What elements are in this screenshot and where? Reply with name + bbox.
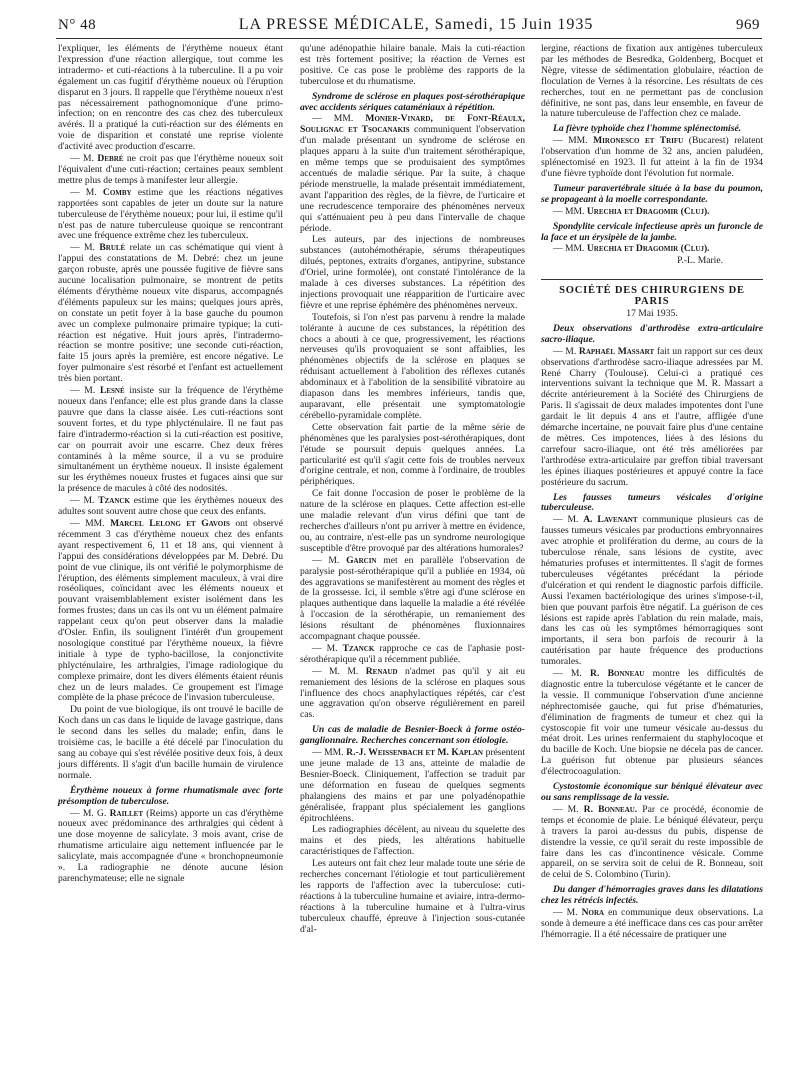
paragraph: — M. Comby estime que les réactions négatives rapportées sont capables de jeter un doute sur la nature tuberculeuse de l'érythème noueux; pour lui, il estime qu'il n'est pas de nature tuberculeuse quoique se rencontrant avec une fréquence extrême chez les tuberculeux. xyxy=(58,186,283,242)
paragraph: — M. M. Renaud n'admet pas qu'il y ait eu remaniement des lésions de la sclérose en plaques sous l'influence des chocs anaphylactiques répétés, car c'est une aggravation qu'on observe régulièrement en pareil cas. xyxy=(300,665,526,721)
article-heading: Un cas de maladie de Besnier-Boeck à forme ostéo-ganglionnaire. Recherches concernant son étiologie. xyxy=(300,724,525,747)
paragraph: Du point de vue biologique, ils ont trouvé le bacille de Koch dans un cas dans le liquide de lavage gastrique, dans le second dans les selles du malade; enfin, dans le troisième cas, le bacille a été décelé par l'inoculation du sang au cobaye qui s'est révélée positive deux fois, à deux jours différents. Il s'agit d'un bacille humain de virulence normale. xyxy=(58,704,283,781)
paragraph: — M. Tzanck estime que les érythèmes noueux des adultes sont souvent autre chose que ceux des enfants. xyxy=(58,495,284,518)
paragraph: — M. Brulé relate un cas schématique qui vient à l'appui des constatations de M. Debré: chez un jeune garçon robuste, après une poussée fugitive de fièvre sans aucune localisation pulmonaire, se montrent de petits éléments d'érythème noueux vite disparus, accompagnés d'éléments papuleux sur les mains; quelques jours après, on constate un petit foyer à la base gauche du poumon avec un complexe pulmonaire primaire typique; la cuti-réaction est négative. Huit jours après, l'intradermo-réaction se montre positive; une seconde cuti-réaction, faite 15 jours après la première, est encore négative. Le foyer pulmonaire s'est résorbé et l'enfant est actuellement très bien portant. xyxy=(58,242,284,385)
paragraph: Les radiographies décèlent, au niveau du squelette des mains et des pieds, les altérations habituelle caractéristiques de l'affection. xyxy=(300,824,525,858)
paragraph: qu'une adénopathie hilaire banale. Mais la cuti-réaction est très fortement positive; la réaction de Vernes est positive. Ce cas pose le problème des rapports de la tuberculose et du rhumatisme. xyxy=(300,43,525,87)
article-heading: Tumeur paravertébrale située à la base du poumon, se propageant à la moelle correspondante. xyxy=(541,182,763,205)
header-rule xyxy=(56,38,762,39)
paragraph: Ce fait donne l'occasion de poser le problème de la nature de la sclérose en plaques. Cette affection est-elle une maladie relevant d'un virus défini que tant de recherches d'ailleurs n'ont pu arriver à mettre en évidence, ou, au contraire, n'est-elle pas un syndrome neurologique susceptible d'être provoqué par des altérations humorales? xyxy=(300,488,525,554)
paragraph: Toutefois, si l'on n'est pas parvenu à rendre la malade tolérante à aucune de ces substances, la répétition des chocs a abouti à ce que, progressivement, les réactions nerveuses qu'ils provoquaient se sont affaiblies, les phénomènes objectifs de la sclérose en plaques se réduisant actuellement à l'abolition des réflexes cutanés abdominaux et à l'abolition de la sensibilité vibratoire au diapason dans les membres inférieurs, tandis que, auparavant, elle présentait une symptomatologie cérébello-pyramidale complète. xyxy=(300,311,525,421)
paragraph: — M. G. Raillet (Reims) apporte un cas d'érythème noueux avec prédominance des arthralgies qui cèdent à une dose moyenne de salicylate. 3 mois avant, crise de rhumatisme articulaire aigu nettement influencée par le salicylate, mais accompagnée d'une « bronchopneumonie ». La radiographie ne dénote aucune lésion parenchymateuse; elle ne signale xyxy=(58,807,283,884)
paragraph: — M. Debré ne croit pas que l'érythème noueux soit l'équivalent d'une cuti-réaction; certaines peaux semblent mettre plus de temps à manifester leur allergie. xyxy=(58,153,284,186)
column-2 xyxy=(300,44,525,937)
paragraph: — M. R. Bonneau. Par ce procédé, économie de temps et économie de plaie. Le béniqué élévateur, perçu à travers la paroi au-dessus du pubis, dispense de distendre la vessie, ce qu'il serait du reste impossible de faire dans les cas d'incontinence vésicale. Comme appareil, on se servira soit de celui de R. Bonneau, soit de celui de S. Colombino (Turin). xyxy=(541,803,763,881)
paragraph: — MM. Marcel Lelong et Gavois ont observé récemment 3 cas d'érythème noueux chez des enfants ayant respectivement 6, 11 et 18 ans, qui viennent à l'appui des considérations développées par M. Debré. Du point de vue clinique, ils ont vérifié le polymorphisme de l'éruption, des éléments simplement maculeux, à vrai dire roséoliques, coïncidant avec les éléments noueux et pouvant vraisemblablement exister isolément dans les formes frustes; dans un cas ils ont vu un élément palmaire rappelant ceux qu'on peut observer dans la maladie d'Osler. Enfin, ils soulignent l'intérêt d'un groupement nosologique constitué par l'érythème noueux, la fièvre initiale à type de typho-bacillose, la conjonctivite phlycténulaire, les arthralgies, l'image radiologique du complexe primaire, dont les divers éléments étaient réunis chez un de leurs malades. Ce groupement est l'image complète de la phase précoce de l'invasion tuberculeuse. xyxy=(58,517,283,704)
column-1 xyxy=(58,44,283,886)
paragraph: Cette observation fait partie de la même série de phénomènes que les paralysies post-sérothérapiques, dont l'étude se poursuit depuis quelques années. La particularité est qu'il s'agit cette fois de troubles nerveux d'origine centrale, et non, comme à l'ordinaire, de troubles périphériques. xyxy=(300,421,525,488)
article-heading: La fièvre typhoïde chez l'homme splénectomisé. xyxy=(553,123,742,135)
paragraph: — MM. Urechia et Dragomir (Cluj). xyxy=(553,205,710,217)
page-header xyxy=(58,16,760,38)
article-heading: Spondylite cervicale infectieuse après un furoncle de la face et un érysipèle de la jambe. xyxy=(541,220,763,243)
paragraph: — M. A. Lavenant communique plusieurs cas de fausses tumeurs vésicales par productions embryonnaires avec atrophie et prolifération du derme, au cours de la tuberculose rénale, sans lésions de cystite, avec hématuries profuses et intermittentes. Il s'agit de formes tuberculeuses végétantes précédant la période d'ulcération et qui rendent le diagnostic parfois difficile. Aussi l'examen bactériologique des urines s'impose-t-il, bien que pouvant parfois être négatif. La guérison de ces lésions est rapide après l'ablation du rein malade, mais, dans les cas où les symptômes hémorragiques sont importants, il sera bon parfois de recourir à la cautérisation par haute fréquence des productions tumorales. xyxy=(541,514,763,668)
article-heading: Cystostomie économique sur béniqué élévateur avec ou sans remplissage de la vessie. xyxy=(541,781,763,803)
signature: P.-L. Marie. xyxy=(677,255,723,267)
paragraph: Les auteurs, par des injections de nombreuses substances (autohémothérapie, sérums thérapeutiques dilués, peptones, extraits d'organes, antipyrine, substance d'Oriel, urine formolée), ont constaté l'intolérance de la malade à ces diverses substances. La répétition des injections provoquait une réapparition de l'urticaire avec fièvre et une reprise éphémère des phénomènes nerveux. xyxy=(300,234,525,311)
publication-date: Samedi, 15 Juin 1935 xyxy=(434,16,594,33)
paragraph: — M. Raphaël Massart fait un rapport sur ces deux observations d'arthrodèse sacro-iliaque adressées par M. René Charry (Toulouse). Celui-ci a pratiqué ces interventions suivant la technique que M. R. Massart a décrite antérieurement à la Société des Chirurgiens de Paris. Il s'agissait de deux malades impotentes dont l'une gardait le lit depuis 4 ans et l'autre, affligée d'une démarche incertaine, ne pouvait faire plus d'une centaine de mètres. Ces impotences, liées à des lésions du carrefour sacro-iliaque, ont été très améliorées par l'arthrodèse extra-articulaire par greffon tibial traversant les épines iliaques postérieures et appuyé contre la face postérieure du sacrum. xyxy=(541,345,763,488)
paragraph: — MM. R.-J. Weissenbach et M. Kaplan présentent une jeune malade de 13 ans, atteinte de maladie de Besnier-Boeck. Cliniquement, l'affection se traduit par une déformation en fuseau de quelques segments phalangiens des mains et par une polyadénopathie généralisée, frappant plus spécialement les ganglions épitrochléens. xyxy=(300,747,525,824)
issue-number: N° 48 xyxy=(58,17,97,33)
column-3 xyxy=(541,44,763,942)
paragraph: Les auteurs ont fait chez leur malade toute une série de recherches concernant l'étiologie et tout particulièrement les rapports de l'affection avec la tuberculose: cuti-réactions à la tuberculine humaine et aviaire, intra-dermo-réactions à la tuberculine humaine et à l'ultra-virus tuberculeux chauffé, épreuve à l'injection sous-cutanée d'al- xyxy=(300,858,525,935)
section-divider xyxy=(541,279,763,280)
article-heading: Érythème noueux à forme rhumatismale avec forte présomption de tuberculose. xyxy=(58,784,283,807)
paragraph: — M. Tzanck rapproche ce cas de l'aphasie post-sérothérapique qu'il a récemment publiée. xyxy=(300,642,525,665)
article-heading: Du danger d'hémorragies graves dans les dilatations chez les rétrécis infectés. xyxy=(541,884,763,907)
paragraph: — M. R. Bonneau montre les difficultés de diagnostic entre la tuberculose végétante et le cancer de la vessie. Il communique l'observation d'une ancienne néphrectomisée gauche, qui fut prise d'hématuries, d'élimination de fragments de tumeur et chez qui la cystoscopie fit voir une tumeur vésicale au-dessus du méat droit. Les urines renfermaient du staphylocoque et du bacille de Koch. Une biopsie ne décela pas de cancer. La guérison fut obtenue par plusieurs séances d'électrocoagulation. xyxy=(541,668,763,778)
session-date: 17 Mai 1935. xyxy=(626,308,678,320)
article-heading: Syndrome de sclérose en plaques post-sérothérapique avec accidents sériques cataméniaux à répétition. xyxy=(300,90,525,113)
journal-title: LA PRESSE MÉDICALE, Samedi, 15 Juin 1935 xyxy=(238,16,594,33)
article-heading: Deux observations d'arthrodèse extra-articulaire sacro-iliaque. xyxy=(541,322,763,345)
paragraph: — MM. Monier-Vinard, de Font-Réaulx, Soulignac et Tsocanakis communiquent l'observation d'un malade présentant un syndrome de sclérose en plaques apparu à la suite d'un traitement sérothérapique, en même temps que se produisaient des symptômes accentués de maladie sérique. Par la suite, à chaque période menstruelle, la malade présentait immédiatement, avant l'apparition des règles, de la fièvre, de l'urticaire et une recrudescence temporaire des phénomènes nerveux qui s'atténuaient peu à peu dans l'intervalle de chaque période. xyxy=(300,113,525,234)
paragraph: lergine, réactions de fixation aux antigènes tuberculeux par les méthodes de Besredka, Goldenberg, Bocquet et Nègre, vitesse de sédimentation globulaire, réaction de floculation de Vernes à la résorcine. Les résultats de ces recherches, tout en ne permettant pas de conclusion définitive, ne sont pas, dans leur ensemble, en faveur de la nature tuberculeuse de l'affection chez ce malade. xyxy=(541,43,763,120)
paragraph: — MM. Mironesco et Trifu (Bucarest) relatent l'observation d'un homme de 32 ans, ancien paludéen, splénectomisé en 1923. Il fut atteint à la fin de 1934 d'une fièvre typhoïde dont l'évolution fut normale. xyxy=(541,135,764,179)
paragraph: l'expliquer, les éléments de l'érythème noueux étant l'expression d'une réaction allergique, tout comme les intradermo- et cuti-réactions à la tuberculine. Il a pu voir également un cas fugitif d'érythème noueux où l'éruption disparut en 3 jours. Il rappelle que l'érythème noueux n'est pas nécessairement pathognomonique d'une primo-infection; on en rencontre des cas chez des tuberculeux avérés. Il a pratiqué la cuti-réaction sur des éléments en voie de disparition et constaté une reprise violente d'activité avec production d'escarre. xyxy=(58,43,283,153)
page-number: 969 xyxy=(736,17,760,33)
section-title: SOCIÉTÉ DES CHIRURGIENS DE PARIS xyxy=(559,285,745,308)
paragraph: — MM. Urechia et Dragomir (Cluj). xyxy=(553,243,710,255)
paragraph: — M. Lesné insiste sur la fréquence de l'érythème noueux dans l'enfance; elle est plus grande dans la classe pauvre que dans la classe aisée. Les cuti-réactions sont souvent fortes, et du type phlycténulaire. Il ne faut pas faire d'intradermo-réaction si la cuti-réaction est positive, car on pourrait avoir une escarre. Chez deux frères contaminés à la même source, il a vu se produire simultanément un érythème noueux. Il insiste également sur les érythèmes noueux frustes et fugaces ainsi que sur la présence de macules à côté des nodosités. xyxy=(58,385,283,495)
paragraph: — M. Nora en communique deux observations. La sonde à demeure a été inefficace dans ces cas pour arrêter l'hémorragie. Il a été nécessaire de pratiquer une xyxy=(541,907,763,940)
article-heading: Les fausses tumeurs vésicales d'origine tuberculeuse. xyxy=(541,491,763,514)
paragraph: — M. Garcin met en parallèle l'observation de paralysie post-sérothérapique qu'il a publiée en 1934, où des aggravations se manifestèrent au moment des règles et de la grossesse. Ici, il semble s'être agi d'une sclérose en plaques authentique dans laquelle la maladie a été révélée à l'occasion de la sérothérapie, un remaniement des lésions résultant de phénomènes fluxionnaires accompagnant chaque poussée. xyxy=(300,554,526,643)
